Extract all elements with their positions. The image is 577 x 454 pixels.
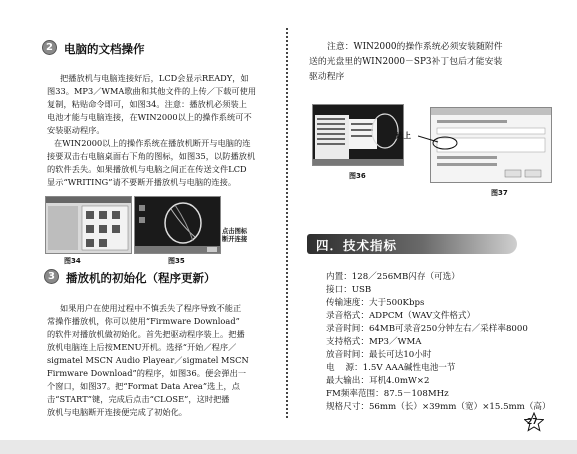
- section-3-title: 播放机的初始化（程序更新）: [66, 271, 216, 285]
- s2-line-1: 把播放机与电脑连接好后，LCD会显示READY，如: [60, 73, 249, 83]
- s3-line-3: 的软件对播放机做初始化。首先把驱动程序装上。把播: [47, 329, 245, 339]
- s3-line-1: 如果用户在使用过程中不慎丢失了程序导致不能正: [60, 303, 242, 313]
- figure-36-screenshot: [312, 104, 404, 166]
- section-4-title: 四．技术指标: [316, 238, 398, 253]
- spec-supported-formats: 支持格式：MP3／WMA: [326, 337, 422, 347]
- spec-fm-range: FM频率范围：87.5－108MHz: [326, 389, 449, 399]
- s3-line-5: sigmatel MSCN Audio Playear／sigmatel MSCN: [47, 355, 249, 365]
- s2-line-2: 图33。MP3／WMA歌曲和其他文件的上传／下载可使用: [47, 86, 257, 96]
- spec-dimensions: 规格尺寸：56mm（长）×39mm（宽）×15.5mm（高）: [326, 402, 551, 412]
- s2-line-3: 复制，粘贴命令即可，如图34。注意：播放机必须装上: [47, 99, 247, 109]
- figure-35-note: [222, 228, 247, 244]
- s3-line-6: Firmware Download”的程序，如图36。便会弹出一: [47, 368, 247, 378]
- page-bottom-band: [0, 440, 577, 454]
- s3-line-2: 常操作播放机，你可以使用“Firmware Download”: [47, 316, 240, 326]
- select-arrow-icon: [418, 132, 440, 144]
- figure-35-note-line-1: 点击图标: [222, 228, 248, 235]
- spec-record-time: 录音时间：64MB可录音250分钟左右／采样率8000: [326, 324, 528, 334]
- figure-36-caption: 图36: [349, 172, 366, 180]
- figure-35-caption: 图35: [168, 257, 185, 265]
- figure-35-note-line-2: 断开连接: [222, 236, 248, 243]
- spec-power: 电 源：1.5V AAA碱性电池一节: [326, 363, 456, 373]
- s2-line-6: 在WIN2000以上的操作系统在播放机断开与电脑的连: [54, 138, 251, 148]
- select-label: 选上: [396, 131, 411, 140]
- s3-line-4: 放机电脑连上后按MENU开机。选择“开始／程序／: [47, 342, 237, 352]
- note-line-1: 注意：WIN2000的操作系统必须安装随附件: [327, 42, 503, 52]
- figure-34-caption: 图34: [64, 257, 81, 265]
- s2-line-4: 电池才能与电脑连接，在WIN2000以上的操作系统可不: [47, 112, 252, 122]
- section-2-title: 电脑的文档操作: [64, 42, 145, 56]
- column-divider: [286, 28, 288, 418]
- s2-line-5: 安装驱动程序。: [47, 125, 105, 135]
- figure-34-screenshot: [45, 196, 132, 254]
- section-2-number-badge: 2: [42, 40, 57, 55]
- s3-line-7: 个窗口，如图37。把“Format Data Area”选上，点: [47, 381, 241, 391]
- s3-line-9: 放机与电脑断开连接便完成了初始化。: [47, 407, 188, 417]
- s3-line-8: 击“START”键，完成后点击“CLOSE”，这时把播: [47, 394, 230, 404]
- spec-transfer-speed: 传输速度：大于500Kbps: [326, 298, 425, 308]
- page-number: 27: [527, 417, 538, 426]
- figure-37-screenshot: [430, 107, 552, 183]
- spec-max-output: 最大输出：耳机4.0mW×2: [326, 376, 430, 386]
- figure-35-screenshot: [134, 196, 221, 254]
- note-line-3: 驱动程序: [309, 72, 345, 82]
- figure-37-caption: 图37: [491, 189, 508, 197]
- s2-line-8: 的软件丢失。如果播放机与电脑之间正在传送文件LCD: [47, 164, 247, 174]
- spec-play-time: 放音时间：最长可达10小时: [326, 350, 432, 360]
- spec-interface: 接口：USB: [326, 285, 372, 295]
- s2-line-9: 显示“WRITING”请不要断开播放机与电脑的连接。: [47, 177, 237, 187]
- spec-memory: 内置：128／256MB闪存（可选）: [326, 272, 460, 282]
- s2-line-7: 接要双击右电脑桌面右下角的图标，如图35，以防播放机: [47, 151, 256, 161]
- section-3-number-badge: 3: [44, 269, 59, 284]
- note-line-2: 送的光盘里的WIN2000－SP3补丁包后才能安装: [309, 57, 503, 67]
- spec-record-format: 录音格式：ADPCM（WAV文件格式）: [326, 311, 476, 321]
